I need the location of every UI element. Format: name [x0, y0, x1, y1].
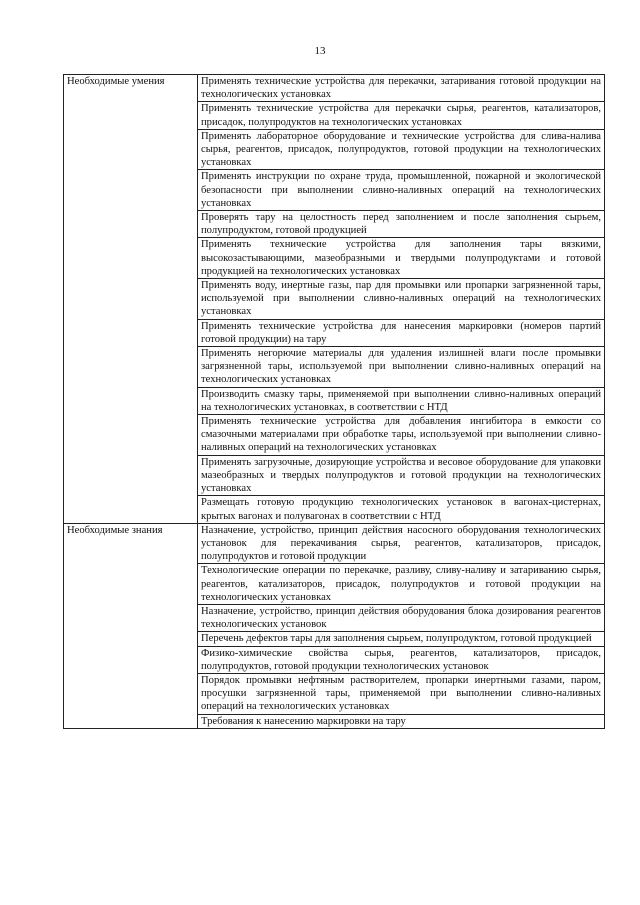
- requirement-cell: Применять технические устройства для перекачки сырья, реагентов, катализаторов, присадок, полупродуктов на технологических установках: [198, 102, 605, 129]
- requirement-cell: Применять негорючие материалы для удаления излишней влаги после промывки загрязненной тары, используемой при выполнении сливно-наливных операций на технологических установках: [198, 347, 605, 388]
- table-row: [64, 523, 605, 564]
- requirement-cell: Применять воду, инертные газы, пар для промывки или пропарки загрязненной тары, используемой при выполнении сливно-наливных операций на технологических установках: [198, 279, 605, 320]
- requirement-cell: Порядок промывки нефтяным растворителем, пропарки инертными газами, паром, просушки загрязненной тары, применяемой при выполнении сливно-наливных операций на технологических установках: [198, 673, 605, 714]
- section-label: Необходимые знания: [64, 523, 198, 728]
- page-number: 13: [314, 45, 326, 57]
- requirement-cell: Назначение, устройство, принцип действия оборудования блока дозирования реагентов технологических установок: [198, 604, 605, 631]
- requirement-cell: Перечень дефектов тары для заполнения сырьем, полупродуктом, готовой продукцией: [198, 632, 605, 646]
- requirement-cell: Применять технические устройства для добавления ингибитора в емкости со смазочными материалами при обработке тары, используемой при выполнении сливно-наливных операций на технологических установках: [198, 415, 605, 456]
- requirement-cell: Применять технические устройства для заполнения тары вязкими, высокозастывающими, мазеобразными и твердыми полупродуктами и готовой продукцией на технологических установках: [198, 238, 605, 279]
- requirement-cell: Применять лабораторное оборудование и технические устройства для слива-налива сырья, реагентов, присадок, полупродуктов, готовой продукции на технологических установках: [198, 129, 605, 170]
- requirement-cell: Физико-химические свойства сырья, реагентов, катализаторов, присадок, полупродуктов, готовой продукции технологических установок: [198, 646, 605, 673]
- requirements-table-body: [64, 75, 605, 729]
- requirement-cell: Назначение, устройство, принцип действия насосного оборудования технологических установок для перекачивания сырья, реагентов, катализаторов, присадок, полупродуктов и готовой продукции: [198, 523, 605, 564]
- requirements-table: [63, 74, 605, 729]
- requirement-cell: Технологические операции по перекачке, разливу, сливу-наливу и затариванию сырья, реагентов, катализаторов, присадок, полупродуктов и готовой продукции на технологических установках: [198, 564, 605, 605]
- requirement-cell: Требования к нанесению маркировки на тару: [198, 714, 605, 728]
- section-label: Необходимые умения: [64, 75, 198, 524]
- table-row: [64, 75, 605, 102]
- requirement-cell: Применять инструкции по охране труда, промышленной, пожарной и экологической безопасности при выполнении сливно-наливных операций на технологических установках: [198, 170, 605, 211]
- requirement-cell: Применять технические устройства для нанесения маркировки (номеров партий готовой продукции) на тару: [198, 319, 605, 346]
- requirement-cell: Применять загрузочные, дозирующие устройства и весовое оборудование для упаковки мазеобразных и твердых полупродуктов и готовой продукции на технологических установках: [198, 455, 605, 496]
- requirement-cell: Размещать готовую продукцию технологических установок в вагонах-цистернах, крытых вагонах и полувагонах в соответствии с НТД: [198, 496, 605, 523]
- requirement-cell: Проверять тару на целостность перед заполнением и после заполнения сырьем, полупродуктом, готовой продукцией: [198, 211, 605, 238]
- requirement-cell: Применять технические устройства для перекачки, затаривания готовой продукции на технологических установках: [198, 75, 605, 102]
- requirement-cell: Производить смазку тары, применяемой при выполнении сливно-наливных операций на технологических установках, в соответствии с НТД: [198, 387, 605, 414]
